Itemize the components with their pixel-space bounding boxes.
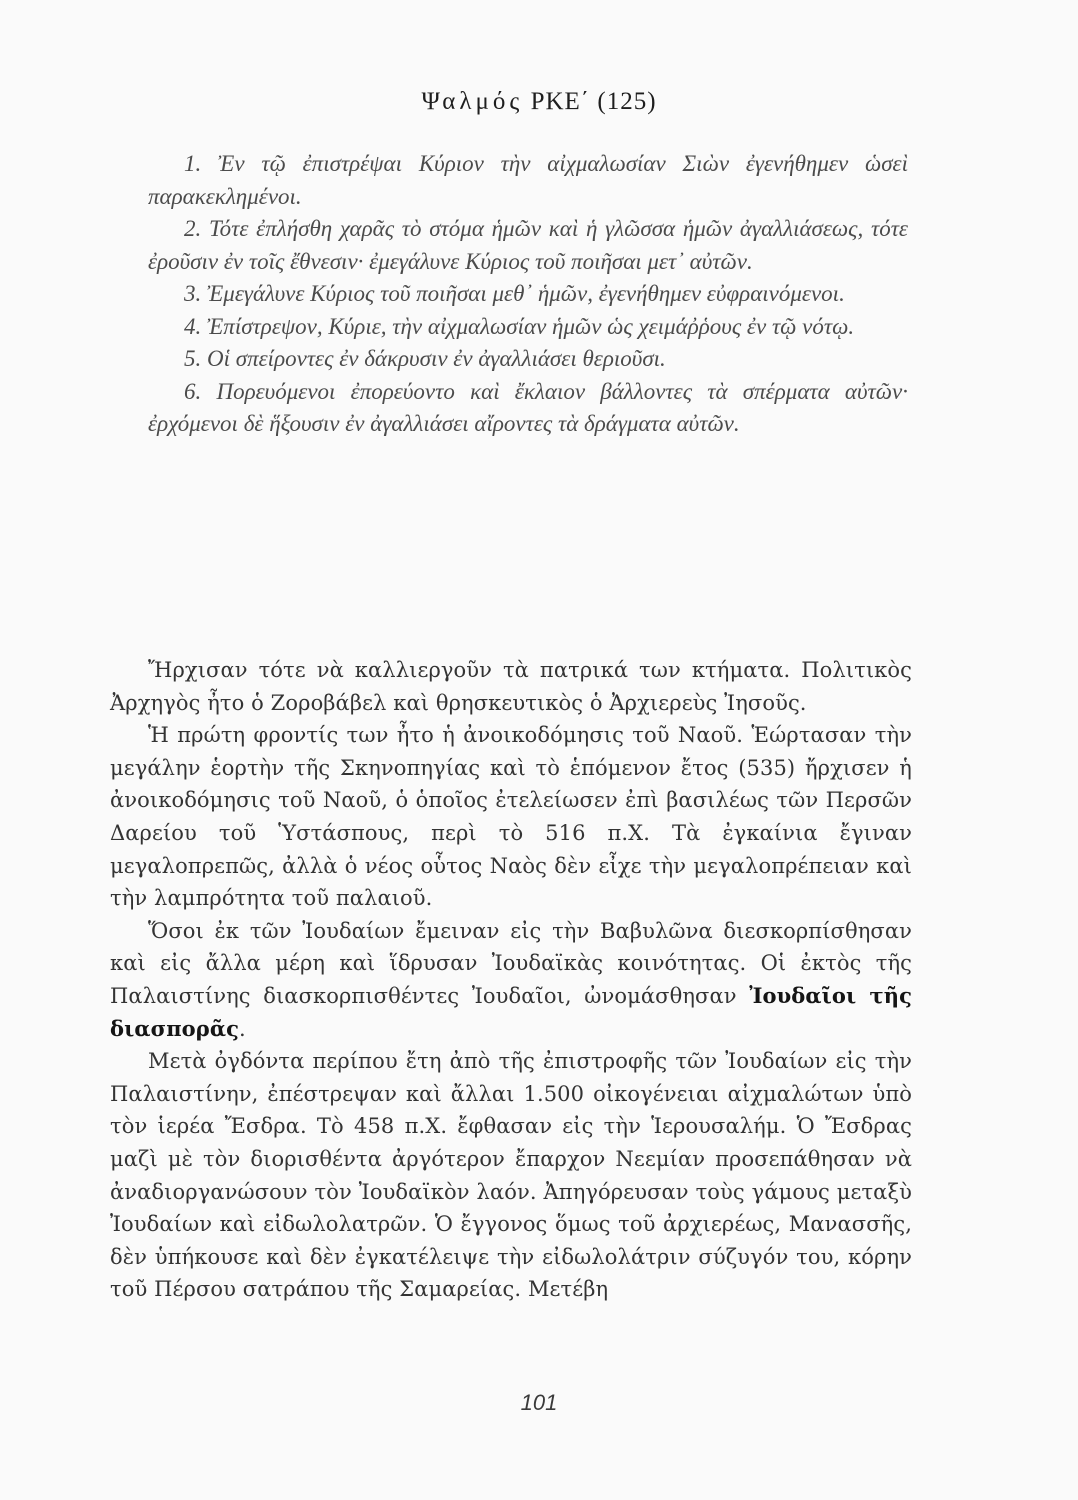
psalm-verse: 5. Οἱ σπείροντες ἐν δάκρυσιν ἐν ἀγαλλιάσει θεριοῦσι. [184, 346, 666, 371]
psalm-verse: 2. Τότε ἐπλήσθη χαρᾶς τὸ στόμα ἡμῶν καὶ ἡ γλῶσσα ἡμῶν ἀγαλλιάσεως, τότε ἐροῦσιν ἐν τοῖς ἔθνεσιν· ἐμεγάλυνε Κύριος τοῦ ποιῆσαι μετ᾽ αὐτῶν. [148, 216, 908, 274]
paragraph-text: Ὅσοι ἐκ τῶν Ἰουδαίων ἔμειναν εἰς τὴν Βαβυλῶνα διεσκορπίσθησαν καὶ εἰς ἄλλα μέρη καὶ ἵδρυσαν Ἰουδαϊκὰς κοινότητας. Οἱ ἐκτὸς τῆς Παλαιστίνης διασκορπισθέντες Ἰουδαῖοι, ὠνομάσθησαν [110, 918, 912, 1008]
paragraph: Ἤρχισαν τότε νὰ καλλιεργοῦν τὰ πατρικά των κτήματα. Πολιτικὸς Ἀρχηγὸς ἦτο ὁ Ζοροβάβελ καὶ θρησκευτικὸς ὁ Ἀρχιερεὺς Ἰησοῦς. [110, 658, 912, 715]
paragraph: Μετὰ ὀγδόντα περίπου ἔτη ἀπὸ τῆς ἐπιστροφῆς τῶν Ἰουδαίων εἰς τὴν Παλαιστίνην, ἐπέστρεψαν καὶ ἄλλαι 1.500 οἰκογένειαι αἰχμαλώτων ὑπὸ τὸν ἱερέα Ἔσδρα. Τὸ 458 π.Χ. ἔφθασαν εἰς τὴν Ἱερουσαλήμ. Ὁ Ἔσδρας μαζὶ μὲ τὸν διορισθέντα ἀργότερον ἔπαρχον Νεεμίαν προσεπάθησαν νὰ ἀναδιοργανώσουν τὸν Ἰουδαϊκὸν λαόν. Ἀπηγόρευσαν τοὺς γάμους μεταξὺ Ἰουδαίων καὶ εἰδωλολατρῶν. Ὁ ἔγγονος ὅμως τοῦ ἀρχιερέως, Μανασσῆς, δὲν ὑπήκουσε καὶ δὲν ἐγκατέλειψε τὴν εἰδωλολάτριν σύζυγόν του, κόρην τοῦ Πέρσου σατράπου τῆς Σαμαρείας. Μετέβη [110, 1049, 912, 1302]
paragraph-end: . [239, 1016, 246, 1041]
psalm-verse: 6. Πορευόμενοι ἐπορεύοντο καὶ ἔκλαιον βάλλοντες τὰ σπέρματα αὐτῶν· ἐρχόμενοι δὲ ἥξουσιν ἐν ἀγαλλιάσει αἴροντες τὰ δράγματα αὐτῶν. [148, 378, 908, 436]
psalm-verse: 3. Ἐμεγάλυνε Κύριος τοῦ ποιῆσαι μεθ᾽ ἡμῶν, ἐγενήθημεν εὐφραινόμενοι. [184, 281, 845, 306]
psalm-verse: 4. Ἐπίστρεψον, Κύριε, τὴν αἰχμαλωσίαν ἡμῶν ὡς χειμάῤῥους ἐν τῷ νότῳ. [184, 313, 855, 339]
psalm-title-word: Ψαλμός [421, 88, 524, 115]
paragraph [110, 915, 912, 1045]
psalm-title-number: ΡΚΕ΄ (125) [530, 88, 657, 115]
psalm-verses [148, 148, 908, 441]
psalm-verse: 1. Ἐν τῷ ἐπιστρέψαι Κύριον τὴν αἰχμαλωσίαν Σιὼν ἐγενήθημεν ὡσεὶ παρακεκλημένοι. [148, 151, 908, 209]
paragraph: Ἡ πρώτη φροντίς των ἦτο ἡ ἀνοικοδόμησις τοῦ Ναοῦ. Ἑώρτασαν τὴν μεγάλην ἑορτὴν τῆς Σκηνοπηγίας καὶ τὸ ἑπόμενον ἔτος (535) ἤρχισεν ἡ ἀνοικοδόμησις τοῦ Ναοῦ, ὁ ὁποῖος ἐτελείωσεν ἐπὶ βασιλέως τῶν Περσῶν Δαρείου τοῦ Ὑστάσπους, περὶ τὸ 516 π.Χ. Τὰ ἐγκαίνια ἔγιναν μεγαλοπρεπῶς, ἀλλὰ ὁ νέος οὗτος Ναὸς δὲν εἶχε τὴν μεγαλοπρέπειαν καὶ τὴν λαμπρότητα τοῦ παλαιοῦ. [110, 723, 912, 911]
page-number: 101 [520, 1390, 558, 1415]
psalm-title [0, 88, 1078, 116]
commentary-text [110, 654, 912, 1306]
bold-term: Ἰουδαῖοι τῆς διασπορᾶς [110, 982, 912, 1041]
